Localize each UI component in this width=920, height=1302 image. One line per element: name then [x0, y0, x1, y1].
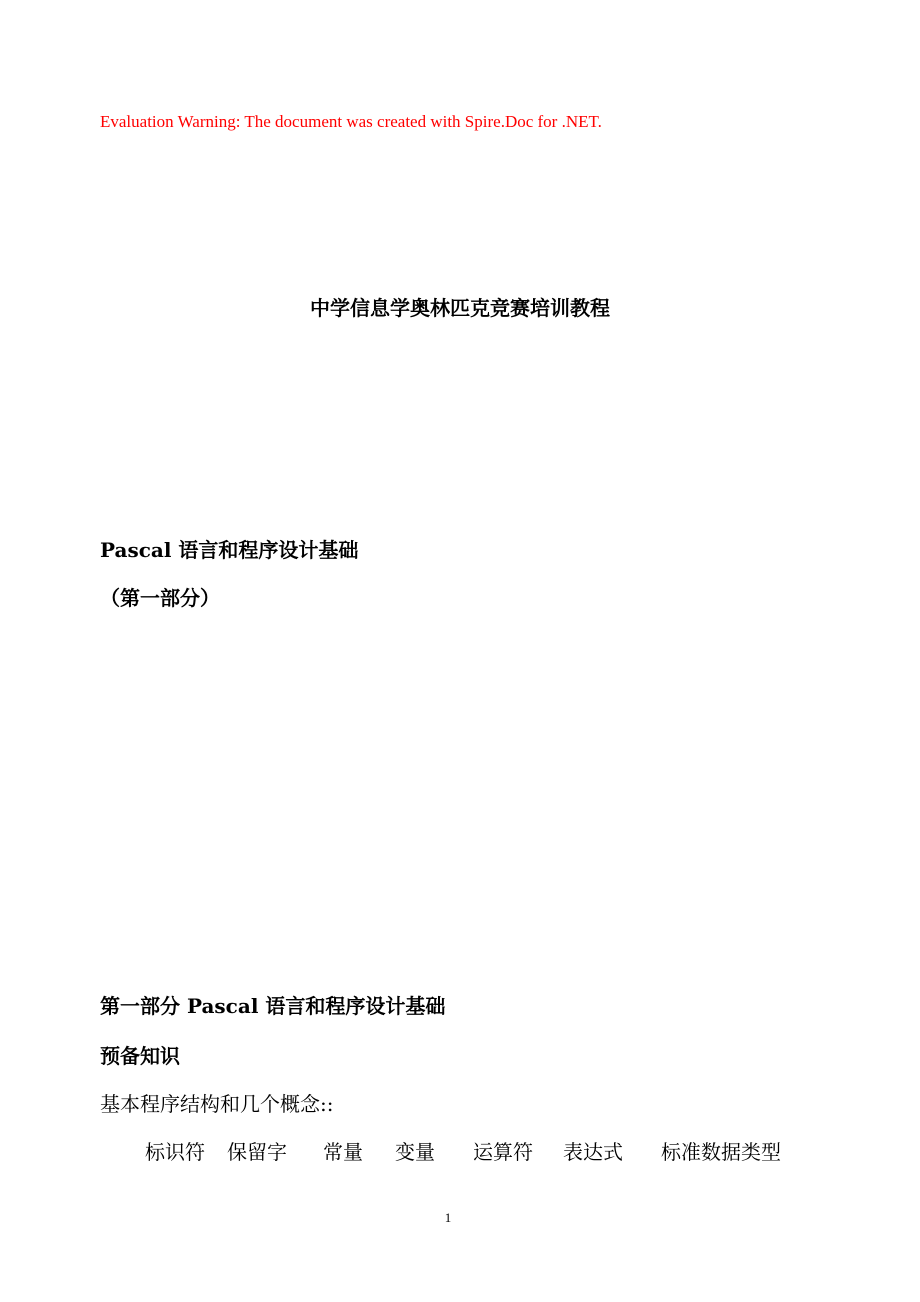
concept-item: 变量 [395, 1140, 435, 1164]
subsection-heading: 预备知识 [100, 1044, 180, 1068]
concept-item: 常量 [323, 1140, 363, 1164]
evaluation-warning: Evaluation Warning: The document was created with Spire.Doc for .NET. [100, 112, 602, 131]
concepts-intro: 基本程序结构和几个概念:: [100, 1092, 334, 1116]
part-subtitle: （第一部分） [100, 586, 220, 610]
section-heading: 第一部分 Pascal 语言和程序设计基础 [100, 994, 446, 1018]
concept-item: 标识符 [145, 1140, 205, 1164]
concept-item: 表达式 [563, 1140, 623, 1164]
part-heading: Pascal 语言和程序设计基础 [100, 538, 359, 562]
concept-item: 标准数据类型 [661, 1140, 781, 1164]
document-title: 中学信息学奥林匹克竞赛培训教程 [310, 296, 610, 320]
page-number: 1 [444, 1210, 452, 1225]
concept-item: 保留字 [227, 1140, 287, 1164]
concept-item: 运算符 [473, 1140, 533, 1164]
